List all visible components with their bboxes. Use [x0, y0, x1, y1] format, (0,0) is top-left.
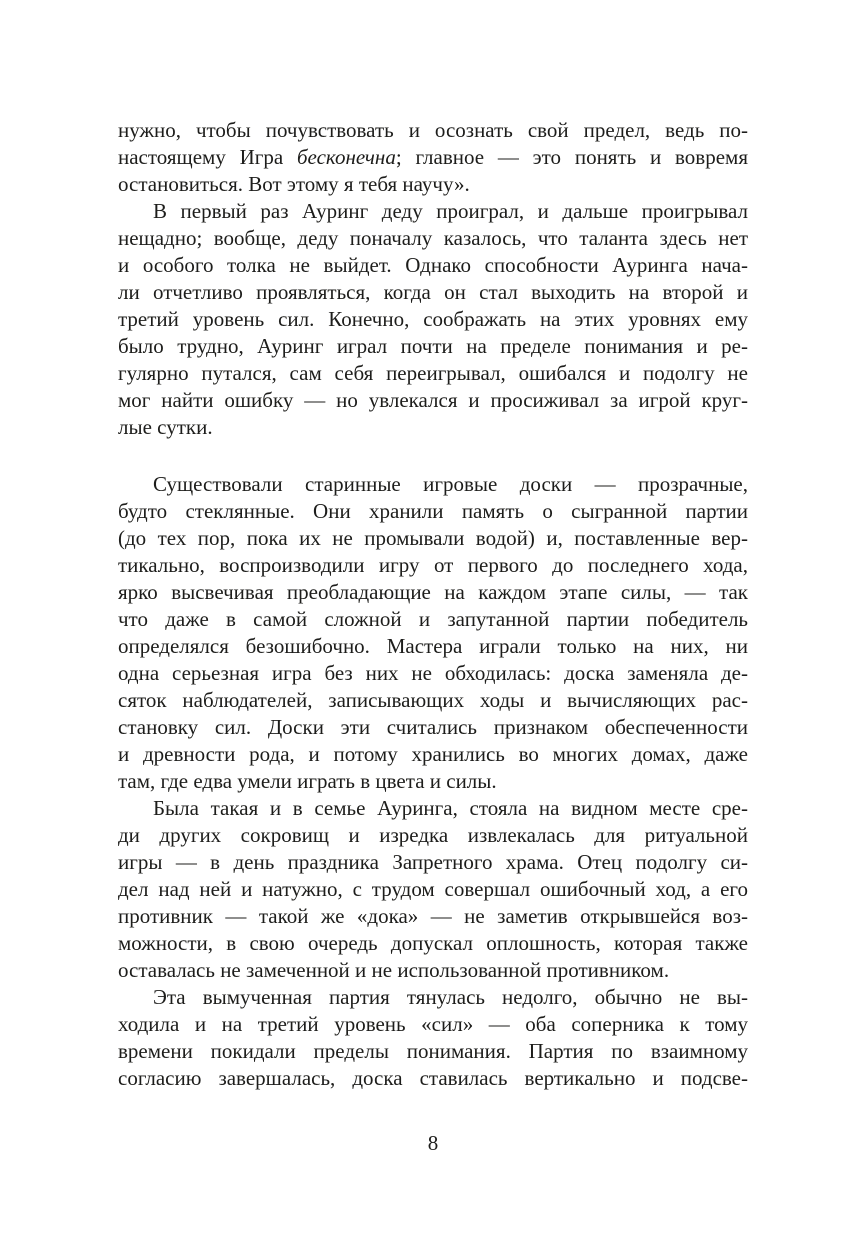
text-line: Эта вымученная партия тянулась недолго, обычно не вы- — [153, 985, 748, 1009]
text-line: одна серьезная игра без них не обходилась: доска заменяла де- — [118, 661, 748, 685]
text-line: В первый раз Ауринг деду проиграл, и дальше проигрывал — [153, 199, 748, 223]
text-line: нещадно; вообще, деду поначалу казалось, что таланта здесь нет — [118, 226, 748, 250]
paragraph-2 — [118, 198, 748, 441]
text-line: будто стеклянные. Они хранили память о сыгранной партии — [118, 499, 748, 523]
text-line: третий уровень сил. Конечно, соображать на этих уровнях ему — [118, 307, 748, 331]
text-line: было трудно, Ауринг играл почти на пределе понимания и ре- — [118, 334, 748, 358]
section-break — [118, 441, 748, 471]
text-line: тикально, воспроизводили игру от первого до последнего хода, — [118, 553, 748, 577]
text-line: и древности рода, и потому хранились во многих домах, даже — [118, 742, 748, 766]
page-number: 8 — [427, 1131, 439, 1155]
text-line: сяток наблюдателей, записывающих ходы и вычисляющих рас- — [118, 688, 748, 712]
text-line: остановиться. Вот этому я тебя научу». — [118, 172, 470, 196]
text-line: там, где едва умели играть в цвета и силы. — [118, 769, 497, 793]
text-line: гулярно путался, сам себя переигрывал, ошибался и подолгу не — [118, 361, 748, 385]
text-line: что даже в самой сложной и запутанной партии победитель — [118, 607, 748, 631]
text-line: мог найти ошибку — но увлекался и просиживал за игрой круг- — [118, 388, 748, 412]
paragraph-4 — [118, 795, 748, 984]
paragraph-3 — [118, 471, 748, 795]
text-line — [118, 144, 748, 171]
book-page-text-block — [118, 117, 748, 1092]
text-line: игры — в день праздника Запретного храма. Отец подолгу си- — [118, 850, 748, 874]
text-line: ходила и на третий уровень «сил» — оба соперника к тому — [118, 1012, 748, 1036]
text-line: становку сил. Доски эти считались признаком обеспеченности — [118, 715, 748, 739]
text-line: (до тех пор, пока их не промывали водой) и, поставленные вер- — [118, 526, 748, 550]
text-line: ди других сокровищ и изредка извлекалась для ритуальной — [118, 823, 748, 847]
text-segment: настоящему Игра — [118, 145, 297, 169]
text-line: противник — такой же «дока» — не заметив открывшейся воз- — [118, 904, 748, 928]
text-line: и особого толка не выйдет. Однако способности Ауринга нача- — [118, 253, 748, 277]
text-line: лые сутки. — [118, 415, 213, 439]
text-line: нужно, чтобы почувствовать и осознать свой предел, ведь по- — [118, 118, 748, 142]
text-line: можности, в свою очередь допускал оплошность, которая также — [118, 931, 748, 955]
text-line: Существовали старинные игровые доски — прозрачные, — [153, 472, 748, 496]
text-line: Была такая и в семье Ауринга, стояла на видном месте сре- — [153, 796, 748, 820]
text-line: ярко высвечивая преобладающие на каждом этапе силы, — так — [118, 580, 748, 604]
text-line: ли отчетливо проявляться, когда он стал выходить на второй и — [118, 280, 748, 304]
italic-word: бесконечна — [297, 145, 396, 169]
paragraph-1 — [118, 117, 748, 198]
paragraph-5 — [118, 984, 748, 1092]
text-segment: ; главное — это понять и вовремя — [395, 145, 748, 169]
text-line: согласию завершалась, доска ставилась вертикально и подсве- — [118, 1066, 748, 1090]
text-line: оставалась не замеченной и не использованной противником. — [118, 958, 670, 982]
text-line: времени покидали пределы понимания. Партия по взаимному — [118, 1039, 748, 1063]
text-line: определялся безошибочно. Мастера играли только на них, ни — [118, 634, 748, 658]
text-line: дел над ней и натужно, с трудом совершал ошибочный ход, а его — [118, 877, 748, 901]
